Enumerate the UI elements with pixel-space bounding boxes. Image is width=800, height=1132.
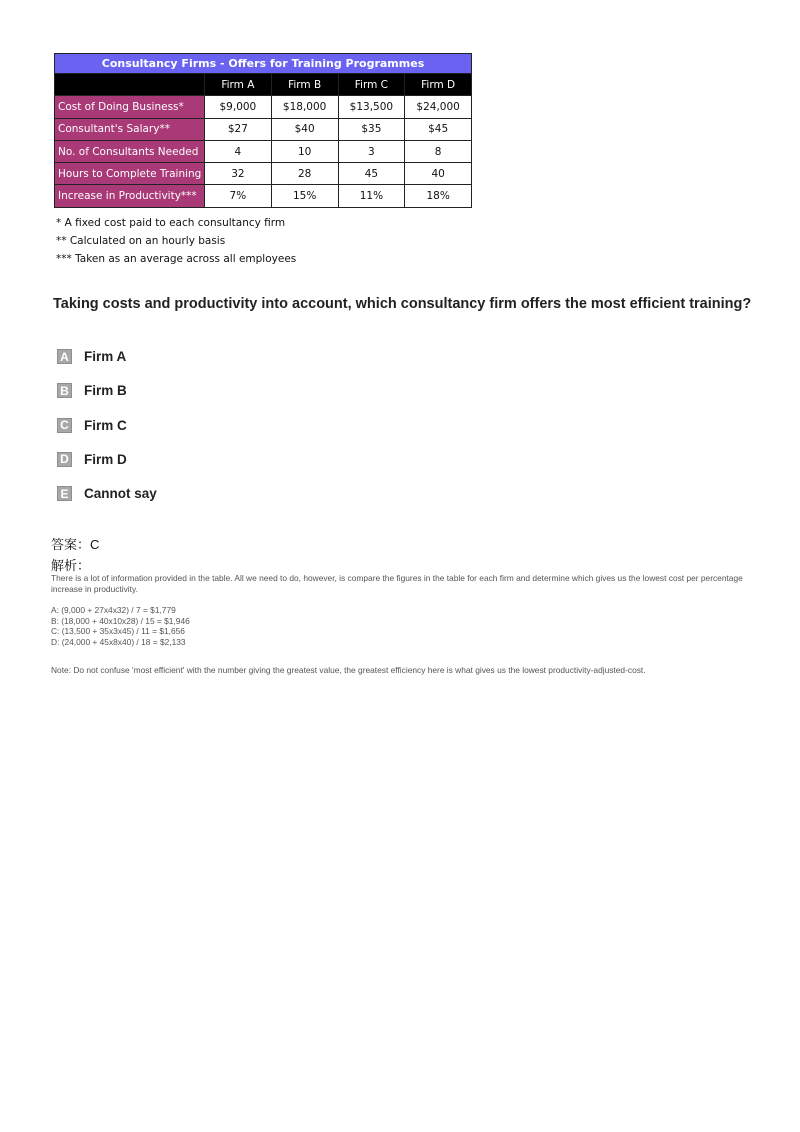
calculation-line: D: (24,000 + 45x8x40) / 18 = $2,133 xyxy=(51,636,186,647)
table-cell: $35 xyxy=(338,118,405,140)
option-label: Firm D xyxy=(84,451,127,467)
calculation-line: A: (9,000 + 27x4x32) / 7 = $1,779 xyxy=(51,605,176,615)
table-cell: 8 xyxy=(405,140,472,162)
table-cell: $18,000 xyxy=(271,96,338,118)
option-c[interactable] xyxy=(57,416,157,450)
consultancy-table xyxy=(54,53,472,208)
table-corner-cell xyxy=(55,74,205,96)
table-row xyxy=(55,163,472,185)
option-letter-badge: A xyxy=(57,349,72,364)
table-row xyxy=(55,185,472,207)
row-header: Consultant's Salary** xyxy=(55,118,205,140)
table-cell: 3 xyxy=(338,140,405,162)
row-header: No. of Consultants Needed xyxy=(55,140,205,162)
column-header: Firm C xyxy=(338,74,405,96)
option-label: Firm C xyxy=(84,417,127,433)
option-a[interactable] xyxy=(57,347,157,381)
table-row xyxy=(55,140,472,162)
table-cell: $13,500 xyxy=(338,96,405,118)
option-e[interactable] xyxy=(57,484,157,518)
table-cell: 40 xyxy=(405,163,472,185)
table-title: Consultancy Firms - Offers for Training Programmes xyxy=(55,54,472,74)
column-header: Firm D xyxy=(405,74,472,96)
table-cell: 28 xyxy=(271,163,338,185)
row-header: Increase in Productivity*** xyxy=(55,185,205,207)
option-letter-badge: C xyxy=(57,418,72,433)
table-cell: $27 xyxy=(205,118,272,140)
table-cell: 45 xyxy=(338,163,405,185)
option-letter-badge: D xyxy=(57,452,72,467)
table-cell: $45 xyxy=(405,118,472,140)
table-cell: 18% xyxy=(405,185,472,207)
question-text: Taking costs and productivity into account, which consultancy firm offers the most efficient training? xyxy=(53,296,752,312)
table-cell: 7% xyxy=(205,185,272,207)
footnote: * A fixed cost paid to each consultancy firm xyxy=(56,217,286,229)
consultancy-table-container xyxy=(54,53,471,208)
column-header: Firm A xyxy=(205,74,272,96)
table-cell: 4 xyxy=(205,140,272,162)
analysis-label: 解析： xyxy=(51,559,91,574)
option-b[interactable] xyxy=(57,381,157,415)
table-row xyxy=(55,118,472,140)
table-cell: 15% xyxy=(271,185,338,207)
table-cell: $9,000 xyxy=(205,96,272,118)
option-letter-badge: B xyxy=(57,383,72,398)
answer-value: C xyxy=(90,537,100,552)
option-label: Firm A xyxy=(84,349,127,364)
table-footnotes xyxy=(56,214,296,268)
footnote: ** Calculated on an hourly basis xyxy=(56,235,226,247)
table-cell: $24,000 xyxy=(405,96,472,118)
calculation-line: C: (13,500 + 35x3x45) / 11 = $1,656 xyxy=(51,626,185,637)
analysis-text: There is a lot of information provided in the table. All we need to do, however, is compare the figures in the table for each firm and determine which gives us the lowest cost per percentage increase in productivity. xyxy=(51,573,743,594)
option-letter-badge: E xyxy=(57,486,72,501)
table-cell: 10 xyxy=(271,140,338,162)
answer-options xyxy=(57,347,157,518)
answer-label: 答案： xyxy=(51,538,91,553)
table-cell: $40 xyxy=(271,118,338,140)
table-cell: 32 xyxy=(205,163,272,185)
row-header: Hours to Complete Training xyxy=(55,163,205,185)
answer-line xyxy=(51,534,99,553)
footnote: *** Taken as an average across all employees xyxy=(56,253,297,265)
option-label: Cannot say xyxy=(84,486,157,502)
calculation-line: B: (18,000 + 40x10x28) / 15 = $1,946 xyxy=(51,615,190,626)
option-d[interactable] xyxy=(57,450,157,484)
table-cell: 11% xyxy=(338,185,405,207)
option-label: Firm B xyxy=(84,383,127,399)
row-header: Cost of Doing Business* xyxy=(55,96,205,118)
analysis-calculations xyxy=(51,605,190,647)
column-header: Firm B xyxy=(271,74,338,96)
analysis-note: Note: Do not confuse 'most efficient' with the number giving the greatest value, the greatest efficiency here is what gives us the lowest productivity-adjusted-cost. xyxy=(51,665,646,675)
table-row xyxy=(55,96,472,118)
